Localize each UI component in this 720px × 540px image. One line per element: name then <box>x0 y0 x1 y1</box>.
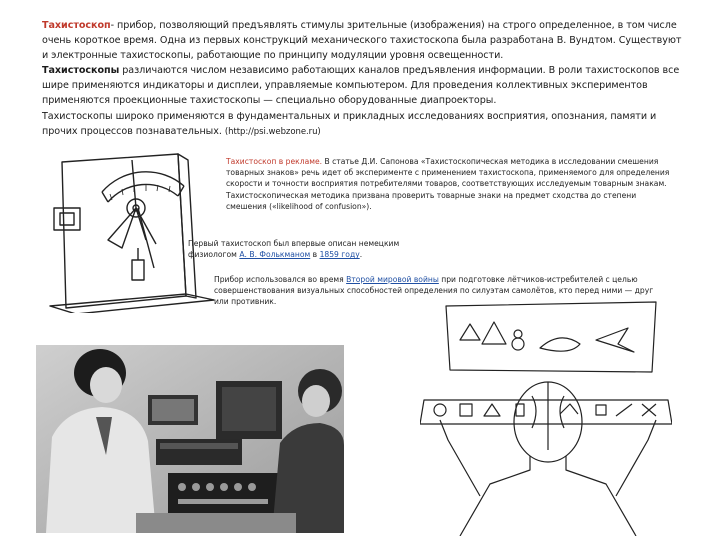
note-advertising: Тахистоскоп в рекламе. В статье Д.И. Сапонова «Тахистоскопическая методика в исследовании смешения товарных знаков» речь идет об эксперименте с применением тахистоскопа, применяемого для определения скорости и точности восприятия потребителями товаров, соответствующих исследуемым товарным знакам. Тахистоскопическая методика призвана проверить товарные знаки на предмет сходства до степени смешения («likelihood of confusion»). <box>226 157 670 211</box>
wundt-tachistoscope-drawing <box>36 148 226 313</box>
intro-text <box>42 18 682 140</box>
intro-paragraph-2: Тахистоскопы различаются числом независимо работающих каналов предъявления информации. В роли тахистоскопов все шире применяются индикаторы и дисплеи, управляемые компьютером. Для проведения коллективных экспериментов применяются проекционные тахистоскопы — специально оборудованные диапроекторы. <box>42 65 680 107</box>
laboratory-photo-image <box>36 345 344 533</box>
split-brain-figure <box>420 300 672 536</box>
term-tachistoscope: Тахистоскоп <box>42 20 111 31</box>
advert-term: Тахистоскоп в рекламе. <box>226 157 323 166</box>
wundt-tachistoscope-figure <box>36 148 226 313</box>
split-brain-drawing <box>420 300 672 536</box>
source-reference: (http://psi.webzone.ru) <box>224 126 321 137</box>
link-volkmann[interactable]: А. В. Фолькманом <box>239 250 311 260</box>
term-tachistoscopes: Тахистоскопы <box>42 65 120 77</box>
intro-paragraph-3: Тахистоскопы широко применяются в фундаментальных и прикладных исследованиях восприятия, опознания, памяти и прочих процессов познавательных. (http://psi.webzone.ru) <box>42 110 657 137</box>
note-world-war-two: Прибор использовался во время Второй мировой войны при подготовке лётчиков-истребителей с целью совершенствования визуальных способностей определения по силуэтам самолётов, кто перед ними — друг или противник. <box>214 275 654 307</box>
intro-paragraph-1: Тахистоскоп- прибор, позволяющий предъявлять стимулы зрительные (изображения) на строго определенное, в том числе очень короткое время. Одна из первых конструкций механического тахистоскопа была разработана В. Вундтом. Существуют и электронные тахистоскопы, работающие по принципу модуляции уровня освещенности. <box>42 20 682 62</box>
link-world-war-two[interactable]: Второй мировой войны <box>346 275 439 284</box>
laboratory-photo <box>36 345 344 533</box>
link-year-1859[interactable]: 1859 году <box>319 250 360 260</box>
note-first-tachistoscope: Первый тахистоскоп был впервые описан немецким физиологом А. В. Фолькманом в 1859 году. <box>188 239 400 260</box>
